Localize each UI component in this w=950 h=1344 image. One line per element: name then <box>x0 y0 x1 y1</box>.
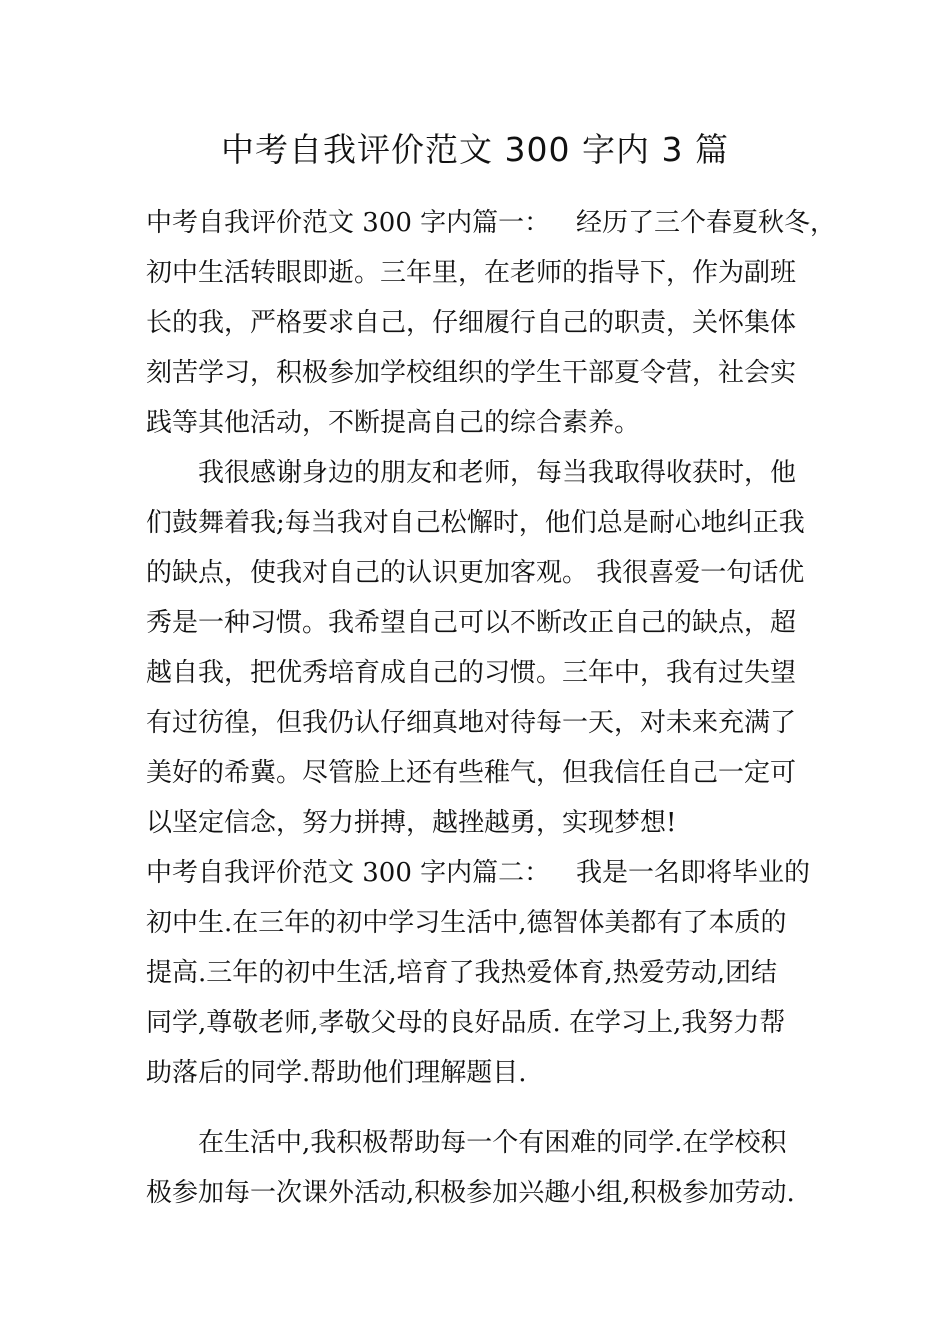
text-line: 以坚定信念，努力拼搏，越挫越勇，实现梦想! <box>146 808 677 838</box>
section-heading-two: 中考自我评价范文 300 字内篇二： <box>146 858 551 888</box>
text-line <box>146 848 826 898</box>
text-line: 践等其他活动，不断提高自己的综合素养。 <box>146 408 641 438</box>
text-line: 初中生活转眼即逝。三年里，在老师的指导下，作为副班 <box>146 258 797 288</box>
text-line: 助落后的同学.帮助他们理解题目. <box>146 1058 527 1088</box>
section-one-opening: 经历了三个春夏秋冬， <box>576 208 837 238</box>
text-line: 提高.三年的初中生活,培育了我热爱体育,热爱劳动,团结 <box>146 958 778 988</box>
text-line: 极参加每一次课外活动,积极参加兴趣小组,积极参加劳动. <box>146 1178 795 1208</box>
text-line: 秀是一种习惯。我希望自己可以不断改正自己的缺点，超 <box>146 608 797 638</box>
text-line: 刻苦学习，积极参加学校组织的学生干部夏令营，社会实 <box>146 358 797 388</box>
text-line: 有过彷徨，但我仍认仔细真地对待每一天，对未来充满了 <box>146 708 797 738</box>
text-line: 初中生.在三年的初中学习生活中,德智体美都有了本质的 <box>146 908 787 938</box>
paragraph-start-line: 我很感谢身边的朋友和老师，每当我取得收获时，他 <box>198 458 797 488</box>
paragraph-start-line: 在生活中,我积极帮助每一个有困难的同学.在学校积 <box>198 1128 787 1158</box>
text-line: 们鼓舞着我;每当我对自己松懈时，他们总是耐心地纠正我 <box>146 508 805 538</box>
text-line: 的缺点，使我对自己的认识更加客观。 我很喜爱一句话优 <box>146 558 805 588</box>
text-line: 长的我，严格要求自己，仔细履行自己的职责，关怀集体 <box>146 308 797 338</box>
section-heading-one: 中考自我评价范文 300 字内篇一： <box>146 208 551 238</box>
text-line: 同学,尊敬老师,孝敬父母的良好品质. 在学习上,我努力帮 <box>146 1008 786 1038</box>
document-title: 中考自我评价范文 300 字内 3 篇 <box>221 130 729 169</box>
text-line: 越自我，把优秀培育成自己的习惯。三年中，我有过失望 <box>146 658 797 688</box>
text-line <box>146 198 837 248</box>
section-two-opening: 我是一名即将毕业的 <box>576 858 811 888</box>
text-line: 美好的希冀。尽管脸上还有些稚气，但我信任自己一定可 <box>146 758 797 788</box>
